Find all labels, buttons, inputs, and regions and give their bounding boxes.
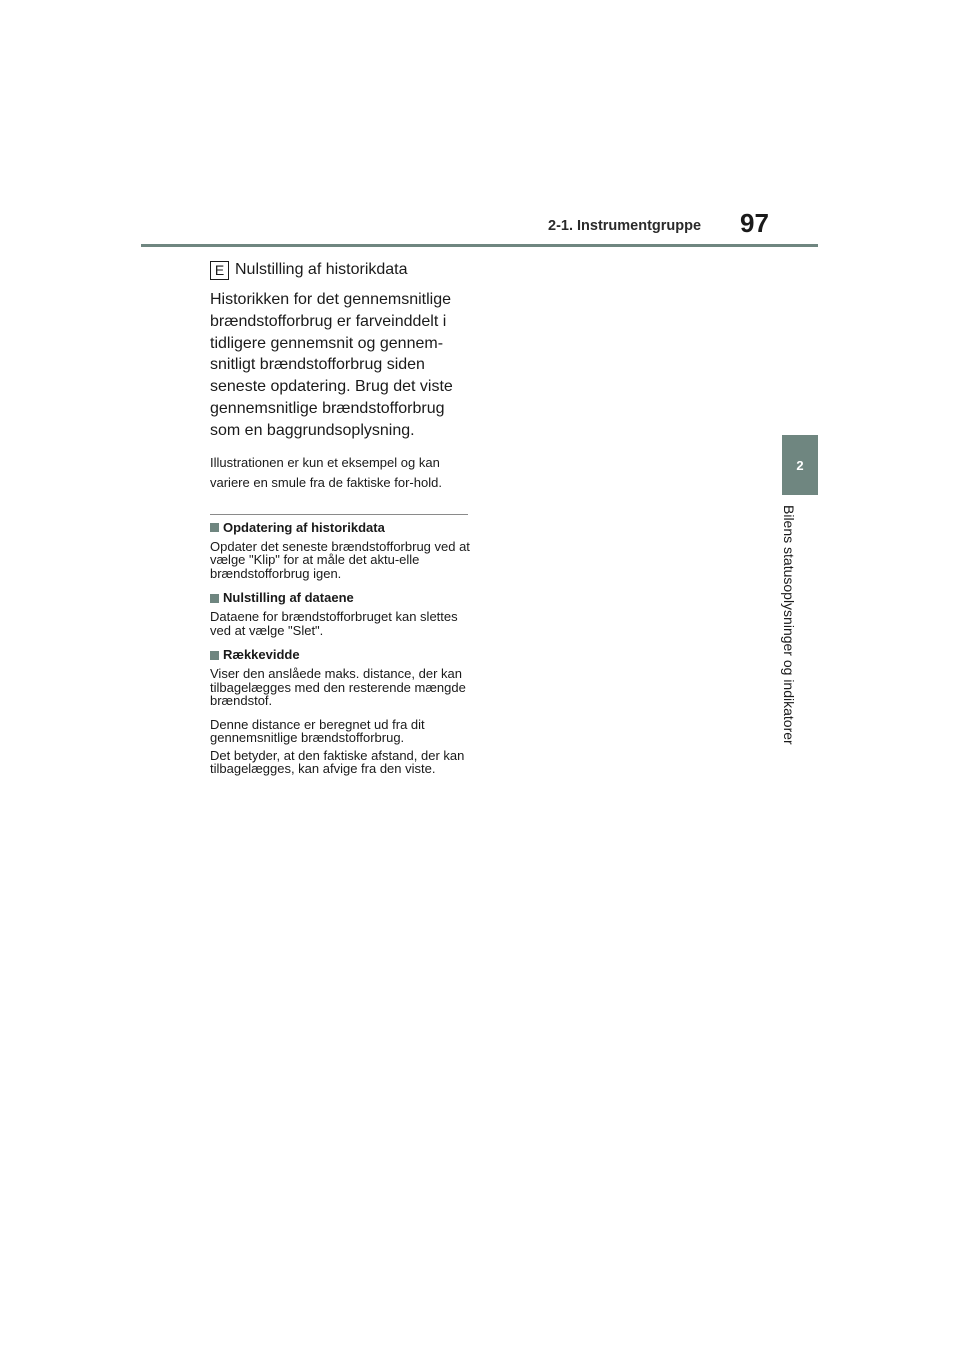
square-bullet-icon — [210, 594, 219, 603]
note-title-text: Rækkevidde — [223, 647, 300, 663]
section-title: 2-1. Instrumentgruppe — [548, 218, 702, 234]
note-body: Opdater det seneste brændstofforbrug ved at vælge "Klip" for at måle det aktu-elle brændstofforbrug igen. — [210, 538, 470, 581]
item-body: Historikken for det gennemsnitlige brændstofforbrug er farveinddelt i tidligere gennemsnit og gennem-snitligt brændstofforbrug siden seneste opdatering. Brug det viste gennemsnitlige brændstofforbrug som en baggrundsoplysning. — [210, 291, 453, 439]
section-divider — [210, 514, 468, 515]
chapter-tab: 2 — [782, 435, 818, 495]
note-body: Det betyder, at den faktiske afstand, der kan tilbagelægges, kan afvige fra den viste. — [210, 747, 465, 777]
note-body: Denne distance er beregnet ud fra dit gennemsnitlige brændstofforbrug. — [210, 716, 425, 746]
item-marker: E — [210, 261, 229, 280]
item-heading — [210, 259, 472, 281]
main-content — [210, 259, 472, 776]
note-title-text: Nulstilling af dataene — [223, 590, 354, 606]
note-title — [210, 590, 472, 606]
note-body: Dataene for brændstofforbruget kan slettes ved at vælge "Slet". — [210, 609, 458, 638]
item-title: Nulstilling af historikdata — [235, 261, 408, 278]
chapter-title: Bilens statusoplysninger og indikatorer — [781, 505, 797, 745]
square-bullet-icon — [210, 523, 219, 532]
note-title — [210, 647, 472, 663]
note-body: Viser den anslåede maks. distance, der kan tilbagelægges med den resterende mængde brændstof. — [210, 666, 466, 709]
square-bullet-icon — [210, 651, 219, 660]
item-note: Illustrationen er kun et eksempel og kan variere en smule fra de faktiske for-hold. — [210, 454, 442, 490]
header-rule — [141, 244, 818, 247]
note-title — [210, 520, 472, 536]
note-title-text: Opdatering af historikdata — [223, 519, 385, 535]
page-number: 97 — [740, 208, 769, 238]
